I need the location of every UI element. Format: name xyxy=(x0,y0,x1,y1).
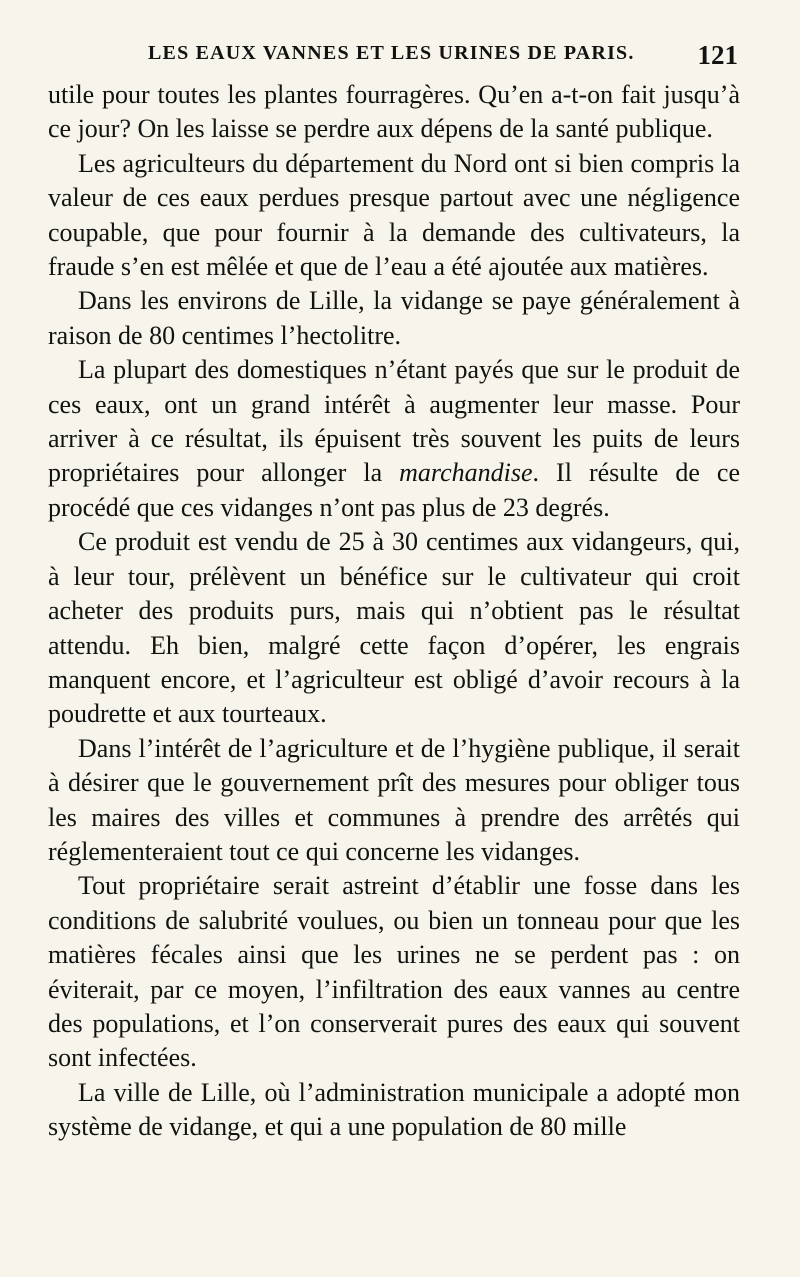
paragraph: La ville de Lille, où l’administration municipale a adopté mon système de vidange, et qui a une population de 80 mille xyxy=(48,1077,740,1142)
paragraph xyxy=(48,353,740,525)
paragraph: Dans les environs de Lille, la vidange se paye généralement à raison de 80 centimes l’hectolitre. xyxy=(48,286,740,350)
page-number: 121 xyxy=(697,40,738,70)
paragraph: Les agriculteurs du département du Nord ont si bien compris la valeur de ces eaux perdues presque partout avec une négligence coupable, que pour fournir à la demande des cultivateurs, la fraude s’en est mêlée et que de l’eau a été ajoutée aux matières. xyxy=(48,148,740,282)
paragraph: Ce produit est vendu de 25 à 30 centimes aux vidangeurs, qui, à leur tour, prélèvent un bénéfice sur le cultivateur qui croit acheter des produits purs, mais qui n’obtient pas le résultat attendu. Eh bien, malgré cette façon d’opérer, les engrais manquent encore, et l’agriculteur est obligé d’avoir recours à la poudrette et aux tourteaux. xyxy=(48,527,740,729)
paragraph: Dans l’intérêt de l’agriculture et de l’hygiène publique, il serait à désirer que le gouvernement prît des mesures pour obliger tous les maires des villes et communes à prendre des arrêtés qui réglementeraient tout ce qui concerne les vidanges. xyxy=(48,733,740,866)
paragraph-continuation: utile pour toutes les plantes fourragères. Qu’en a-t-on fait jusqu’à ce jour? On les laisse se perdre aux dépens de la santé publique. xyxy=(48,80,740,144)
running-head xyxy=(48,40,738,70)
running-title: LES EAUX VANNES ET LES URINES DE PARIS. xyxy=(148,42,635,64)
paragraph-text: La plupart des domestiques n’étant payés que sur le produit de ces eaux, ont un grand intérêt à augmenter leur masse. Pour arriver à ce résultat, ils épuisent très souvent les puits de leurs propriétaires pour allonger la xyxy=(48,355,740,488)
paragraph: Tout propriétaire serait astreint d’établir une fosse dans les conditions de salubrité voulues, ou bien un tonneau pour que les matières fécales ainsi que les urines ne se perdent pas : on éviterait, par ce moyen, l’infiltration des eaux vannes au centre des populations, et l’on conserverait pures des eaux qui souvent sont infectées. xyxy=(48,871,740,1073)
emphasized-word: marchandise xyxy=(399,458,533,488)
body-text xyxy=(48,78,740,1145)
paragraph-text: . Il résulte de ce procédé que ces vidanges n’ont pas plus de 23 degrés. xyxy=(48,458,740,522)
